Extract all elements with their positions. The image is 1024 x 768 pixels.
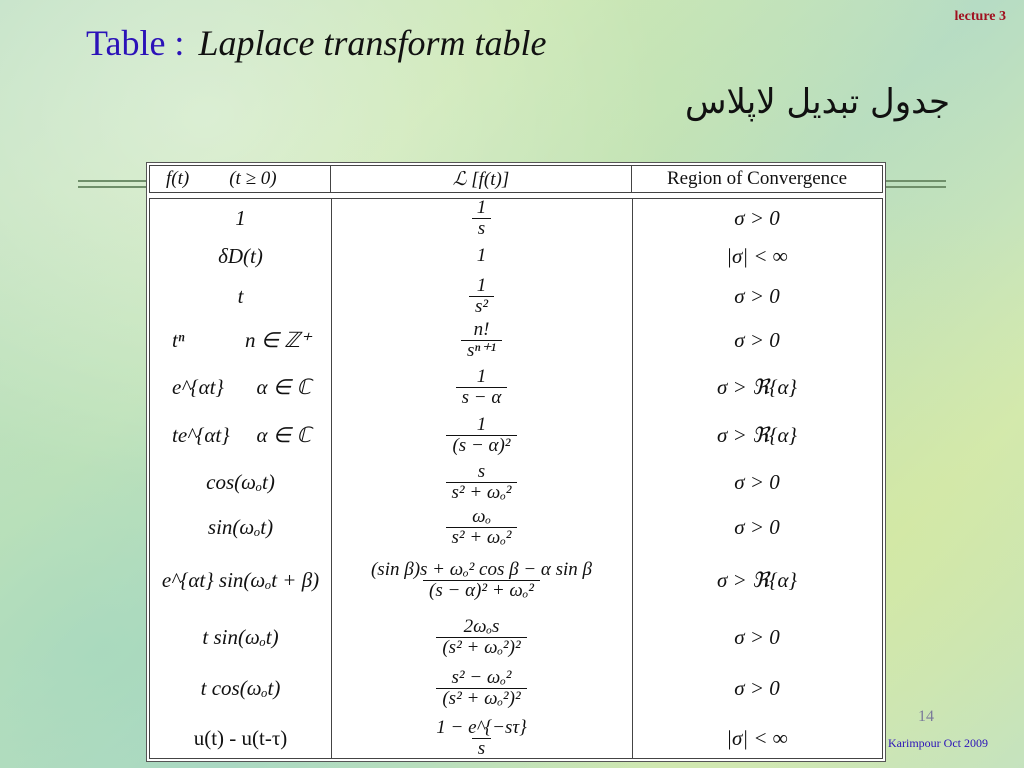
laplace-numerator: 1 <box>476 274 487 296</box>
roc-expression: |σ| < ∞ <box>726 725 788 750</box>
cell-laplace <box>331 320 632 361</box>
table-row <box>150 411 882 460</box>
table-row <box>150 505 882 549</box>
roc-expression: σ > 0 <box>734 514 780 539</box>
cell-laplace <box>331 198 632 239</box>
laplace-denominator: sⁿ⁺¹ <box>461 340 502 361</box>
laplace-fraction <box>461 320 502 361</box>
header-ft-label: f(t) <box>166 168 190 189</box>
ft-expression: δD(t) <box>218 243 263 268</box>
roc-expression: σ > 0 <box>734 470 780 494</box>
cell-roc <box>632 375 882 400</box>
laplace-numerator: s² − ωₒ² <box>451 667 512 689</box>
cell-roc <box>632 423 882 448</box>
header-laplace <box>331 166 632 192</box>
cell-roc <box>632 568 882 593</box>
table-header <box>149 165 883 193</box>
cell-ft <box>150 568 331 593</box>
ft-expression: 1 <box>235 205 246 230</box>
decorative-rule-left <box>78 180 146 182</box>
cell-ft <box>150 244 331 269</box>
cell-ft <box>150 206 331 231</box>
laplace-fraction <box>436 668 526 709</box>
cell-roc <box>632 625 882 650</box>
cell-ft <box>150 470 331 495</box>
lecture-label: lecture 3 <box>954 9 1006 24</box>
ft-expression: u(t) - u(t-τ) <box>193 725 288 750</box>
laplace-numerator: 1 <box>476 365 487 387</box>
roc-expression: σ > 0 <box>734 676 780 700</box>
laplace-numerator: 1 <box>476 245 487 267</box>
ft-expression: e^{αt} sin(ωₒt + β) <box>161 567 320 592</box>
table-row <box>150 611 882 663</box>
laplace-numerator: 1 <box>476 196 487 218</box>
laplace-denominator: s <box>472 738 491 759</box>
laplace-denominator: (s² + ωₒ²)² <box>436 637 526 658</box>
laplace-numerator: 2ωₒs <box>463 615 500 637</box>
decorative-rule-left-2 <box>78 186 146 188</box>
header-roc: Region of Convergence <box>666 168 848 189</box>
laplace-fraction <box>446 507 518 548</box>
laplace-denominator: (s − α)² <box>446 435 516 456</box>
laplace-denominator: s² + ωₒ² <box>446 482 518 503</box>
roc-expression: σ > ℜ{α} <box>717 374 797 399</box>
laplace-fraction <box>430 718 532 759</box>
cell-laplace <box>331 367 632 408</box>
cell-ft <box>150 284 331 309</box>
cell-roc <box>632 206 882 231</box>
ft-expression: t cos(ωₒt) <box>200 676 281 700</box>
cell-ft <box>150 625 331 650</box>
cell-laplace <box>331 276 632 317</box>
table-row <box>150 317 882 363</box>
ft-expression: te^{αt} <box>172 423 230 447</box>
roc-expression: σ > ℜ{α} <box>717 567 797 592</box>
cell-roc <box>632 470 882 495</box>
laplace-fraction <box>436 617 526 658</box>
cell-ft <box>150 423 331 448</box>
footer-author-date: Karimpour Oct 2009 <box>888 736 988 750</box>
ft-expression: e^{αt} <box>172 374 224 399</box>
ft-expression: tⁿ <box>172 327 185 352</box>
laplace-fraction <box>446 415 516 456</box>
table-row <box>150 196 882 239</box>
header-ft-condition: (t ≥ 0) <box>229 168 277 189</box>
cell-laplace <box>331 415 632 456</box>
cell-ft <box>150 726 331 751</box>
laplace-fraction <box>469 276 494 317</box>
cell-ft <box>150 515 331 540</box>
roc-expression: σ > 0 <box>734 283 780 308</box>
cell-laplace <box>331 560 632 601</box>
roc-expression: σ > 0 <box>734 327 780 352</box>
laplace-fraction <box>471 246 493 266</box>
laplace-denominator: (s − α)² + ωₒ² <box>423 580 540 601</box>
cell-roc <box>632 328 882 353</box>
laplace-denominator: (s² + ωₒ²)² <box>436 688 526 709</box>
ft-expression: cos(ωₒt) <box>206 470 275 494</box>
table-row <box>150 275 882 317</box>
ft-expression: sin(ωₒt) <box>207 514 274 539</box>
table-row <box>150 714 882 762</box>
roc-expression: σ > ℜ{α} <box>717 423 797 447</box>
table-body <box>149 198 883 759</box>
laplace-denominator: s² + ωₒ² <box>446 527 518 548</box>
cell-laplace <box>331 668 632 709</box>
cell-roc <box>632 676 882 701</box>
laplace-denominator: s <box>472 218 491 239</box>
laplace-denominator: s − α <box>456 387 508 408</box>
laplace-fraction <box>446 462 518 503</box>
cell-roc <box>632 284 882 309</box>
decorative-rule-right <box>886 180 946 182</box>
cell-roc <box>632 515 882 540</box>
ft-condition: n ∈ ℤ⁺ <box>244 327 311 352</box>
laplace-numerator: s <box>477 461 486 483</box>
cell-laplace <box>331 462 632 503</box>
cell-laplace <box>331 718 632 759</box>
laplace-fraction <box>456 367 508 408</box>
cell-laplace <box>331 246 632 266</box>
table-row <box>150 460 882 505</box>
ft-expression: t <box>237 283 244 308</box>
table-row <box>150 237 882 275</box>
persian-subtitle: جدول تبدیل لاپلاس <box>684 82 950 122</box>
page-number: 14 <box>918 708 934 725</box>
cell-roc <box>632 244 882 269</box>
header-laplace-label: ℒ [f(t)] <box>452 168 510 190</box>
slide-title <box>86 22 546 64</box>
laplace-denominator: s² <box>469 296 494 317</box>
laplace-numerator: (sin β)s + ωₒ² cos β − α sin β <box>370 558 592 580</box>
cell-roc <box>632 726 882 751</box>
decorative-rule-right-2 <box>886 186 946 188</box>
laplace-numerator: 1 <box>476 414 487 436</box>
cell-ft <box>150 676 331 701</box>
table-row <box>150 663 882 714</box>
roc-expression: σ > 0 <box>734 624 780 649</box>
laplace-fraction <box>471 198 493 239</box>
ft-condition: α ∈ ℂ <box>256 374 311 399</box>
laplace-table <box>146 162 886 762</box>
title-prefix: Table : <box>86 23 185 63</box>
laplace-numerator: 1 − e^{−sτ} <box>436 716 527 738</box>
table-row <box>150 363 882 411</box>
laplace-fraction <box>365 560 598 601</box>
cell-laplace <box>331 617 632 658</box>
title-main: Laplace transform table <box>198 23 547 63</box>
laplace-numerator: n! <box>473 318 490 340</box>
cell-laplace <box>331 507 632 548</box>
cell-ft <box>150 375 331 400</box>
cell-ft <box>150 328 331 353</box>
table-row <box>150 549 882 611</box>
header-ft <box>150 166 331 192</box>
ft-condition: α ∈ ℂ <box>256 423 311 447</box>
laplace-numerator: ωₒ <box>472 505 491 527</box>
ft-expression: t sin(ωₒt) <box>202 624 279 649</box>
roc-expression: σ > 0 <box>734 205 780 230</box>
roc-expression: |σ| < ∞ <box>726 243 788 268</box>
